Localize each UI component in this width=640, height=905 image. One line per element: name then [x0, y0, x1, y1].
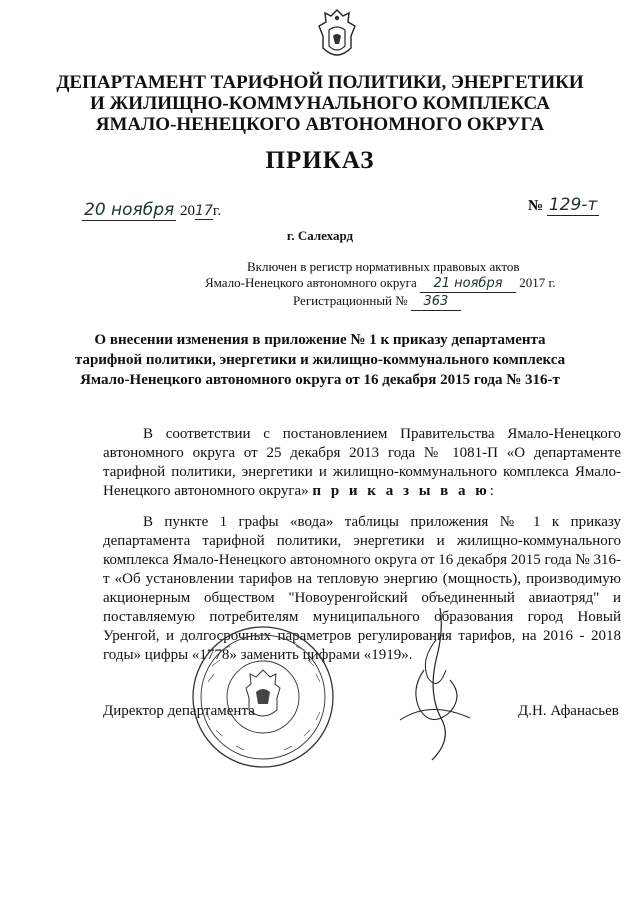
registry-line-2 — [205, 275, 556, 293]
year-prefix: 20 — [180, 203, 196, 219]
order-number — [528, 195, 599, 215]
paragraph-1-text: В соответствии с постановлением Правительства Ямало-Ненецкого автономного округа от 25 декабря 2013 года № 1081-П «О департаменте тарифной политики, энергетики и жилищно-коммунального комплекса Ямало-Ненецкого автономного округа» — [103, 426, 621, 499]
order-subject — [0, 330, 640, 390]
signatory-position: Директор департамента — [103, 703, 255, 719]
registry-number-label: Регистрационный № — [293, 293, 408, 308]
subject-line-2: тарифной политики, энергетики и жилищно-коммунального комплекса — [74, 352, 566, 368]
body-paragraph-2 — [103, 513, 621, 665]
coat-of-arms-emblem — [315, 6, 359, 64]
city: г. Салехард — [286, 228, 354, 243]
dept-line-2: И ЖИЛИЩНО-КОММУНАЛЬНОГО КОМПЛЕКСА — [89, 93, 551, 114]
number-label: № — [528, 198, 544, 214]
number-handwritten: 129-т — [548, 195, 598, 215]
dept-line-1: ДЕПАРТАМЕНТ ТАРИФНОЙ ПОЛИТИКИ, ЭНЕРГЕТИКИ — [56, 72, 584, 93]
order-date — [82, 200, 221, 220]
subject-line-3: Ямало-Ненецкого автономного округа от 16 декабря 2015 года № 316-т — [80, 372, 560, 388]
registry-line-3 — [205, 293, 553, 311]
registry-line-2-prefix: Ямало-Ненецкого автономного округа — [205, 275, 417, 290]
year-suffix: г. — [212, 203, 222, 219]
year-handwritten: 17 — [195, 203, 213, 219]
date-handwritten: 20 ноября — [84, 200, 175, 220]
official-seal-stamp — [188, 622, 338, 772]
subject-line-1: О внесении изменения в приложение № 1 к приказу департамента — [94, 332, 546, 348]
body-paragraph-1 — [103, 425, 621, 501]
registry-number-handwritten: 363 — [411, 294, 461, 311]
department-heading — [0, 72, 640, 135]
signatory-name: Д.Н. Афанасьев — [518, 703, 619, 719]
document-type-title: ПРИКАЗ — [265, 147, 375, 174]
order-word: п р и к а з ы в а ю — [312, 483, 490, 499]
registry-block — [205, 259, 556, 311]
registry-date-handwritten: 21 ноября — [420, 276, 516, 293]
paragraph-2-text: В пункте 1 графы «вода» таблицы приложения № 1 к приказу департамента тарифной политики, энергетики и жилищно-коммунального комплекса Ямало-Ненецкого автономного округа от 16 декабря 2015 года № 316-т «Об установлении тарифов на тепловую энергию (мощность), производимую акционерным обществом "Новоуренгойский объединенный авиаотряд" и поставляемую потребителям муниципального образования город Новый Уренгой, и долгосрочных параметров регулирования тарифов, на 2016 - 2018 годы» цифры «1778» заменить цифрами «1919». — [103, 514, 621, 663]
handwritten-signature — [380, 600, 500, 770]
registry-line-2-suffix: 2017 г. — [519, 275, 556, 290]
paragraph-1-end: : — [489, 483, 494, 499]
dept-line-3: ЯМАЛО-НЕНЕЦКОГО АВТОНОМНОГО ОКРУГА — [95, 114, 545, 135]
registry-line-1: Включен в регистр нормативных правовых актов — [247, 259, 520, 274]
